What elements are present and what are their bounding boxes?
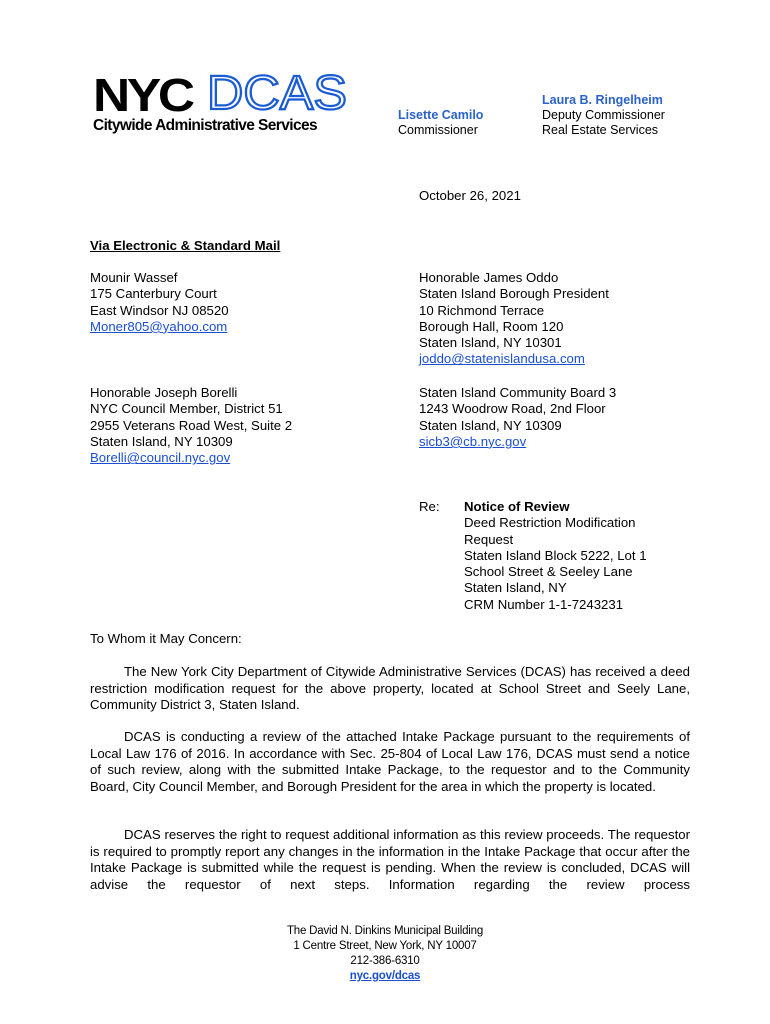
- re-line: Deed Restriction Modification: [464, 515, 636, 531]
- address-line: Staten Island Community Board 3: [419, 385, 617, 400]
- footer-address: 1 Centre Street, New York, NY 10007: [293, 940, 477, 952]
- address-line: Staten Island, NY 10301: [419, 335, 562, 351]
- re-line: Request: [464, 531, 514, 547]
- executive-title: Real Estate Services: [542, 123, 659, 137]
- re-line: CRM Number 1-1-7243231: [464, 596, 624, 612]
- recipient-block-community-board: [419, 385, 616, 450]
- body-paragraph: The New York City Department of Citywide Administrative Services (DCAS) has received a deed restriction modification request for the above property, located at School Street and Seely Lane, Community District 3, Staten Island.: [90, 664, 690, 712]
- executive-deputy-commissioner: [542, 93, 665, 138]
- re-label: Re:: [419, 499, 440, 514]
- address-line: Honorable Joseph Borelli: [90, 385, 238, 400]
- body-paragraph: DCAS is conducting a review of the attached Intake Package pursuant to the requirements of Local Law 176 of 2016. In accordance with Sec. 25-804 of Local Law 176, DCAS must send a notice of such review, along with the submitted Intake Package, to the requestor and to the Community Board, City Council Member, and Borough President for the area in which the property is located.: [90, 729, 690, 794]
- address-line: NYC Council Member, District 51: [90, 401, 283, 417]
- address-line: Staten Island Borough President: [419, 286, 609, 302]
- address-line: Staten Island, NY 10309: [419, 417, 562, 433]
- body-paragraph: DCAS reserves the right to request additional information as this review proceeds. The requestor is required to promptly report any changes in the information in the Intake Package that occur after the Intake Package is submitted while the request is pending. When the review is concluded, DCAS will advise the requestor of next steps. Information regarding the review process: [90, 827, 690, 892]
- salutation: To Whom it May Concern:: [90, 631, 242, 646]
- email-link[interactable]: joddo@statenislandusa.com: [419, 351, 585, 367]
- footer-building: The David N. Dinkins Municipal Building: [286, 925, 484, 937]
- re-block: [464, 499, 647, 613]
- re-line: Staten Island Block 5222, Lot 1: [464, 547, 647, 563]
- recipient-block-borelli: [90, 385, 292, 466]
- delivery-method: Via Electronic & Standard Mail: [90, 238, 281, 253]
- re-line: School Street & Seeley Lane: [464, 564, 633, 580]
- address-line: 1243 Woodrow Road, 2nd Floor: [419, 401, 606, 417]
- footer-url-line: [0, 969, 770, 984]
- recipient-block-oddo: [419, 270, 609, 368]
- address-line: East Windsor NJ 08520: [90, 302, 229, 318]
- recipient-block-wassef: [90, 270, 229, 335]
- address-line: 2955 Veterans Road West, Suite 2: [90, 417, 293, 433]
- dcas-logo-wordmark: DCAS: [207, 67, 348, 120]
- letter-date: October 26, 2021: [419, 188, 521, 203]
- re-heading: Notice of Review: [464, 499, 570, 514]
- logo-subtitle: Citywide Administrative Services: [93, 117, 318, 134]
- address-line: Mounir Wassef: [90, 270, 178, 285]
- address-line: 10 Richmond Terrace: [419, 302, 545, 318]
- re-line: Staten Island, NY: [464, 580, 567, 596]
- email-link[interactable]: Borelli@council.nyc.gov: [90, 450, 231, 466]
- footer-phone: 212-386-6310: [350, 955, 420, 967]
- executive-name: Laura B. Ringelheim: [542, 93, 663, 107]
- email-link[interactable]: sicb3@cb.nyc.gov: [419, 433, 527, 449]
- executive-commissioner: [398, 108, 483, 138]
- executive-title: Commissioner: [398, 123, 478, 137]
- executive-title: Deputy Commissioner: [542, 108, 665, 122]
- address-line: Honorable James Oddo: [419, 270, 559, 285]
- address-line: Borough Hall, Room 120: [419, 318, 564, 334]
- footer-url-link[interactable]: nyc.gov/dcas: [349, 970, 421, 982]
- email-link[interactable]: Moner805@yahoo.com: [90, 318, 228, 334]
- nyc-logo-wordmark: NYC: [93, 69, 192, 121]
- executive-name: Lisette Camilo: [398, 108, 484, 122]
- address-line: Staten Island, NY 10309: [90, 433, 233, 449]
- address-line: 175 Canterbury Court: [90, 286, 217, 302]
